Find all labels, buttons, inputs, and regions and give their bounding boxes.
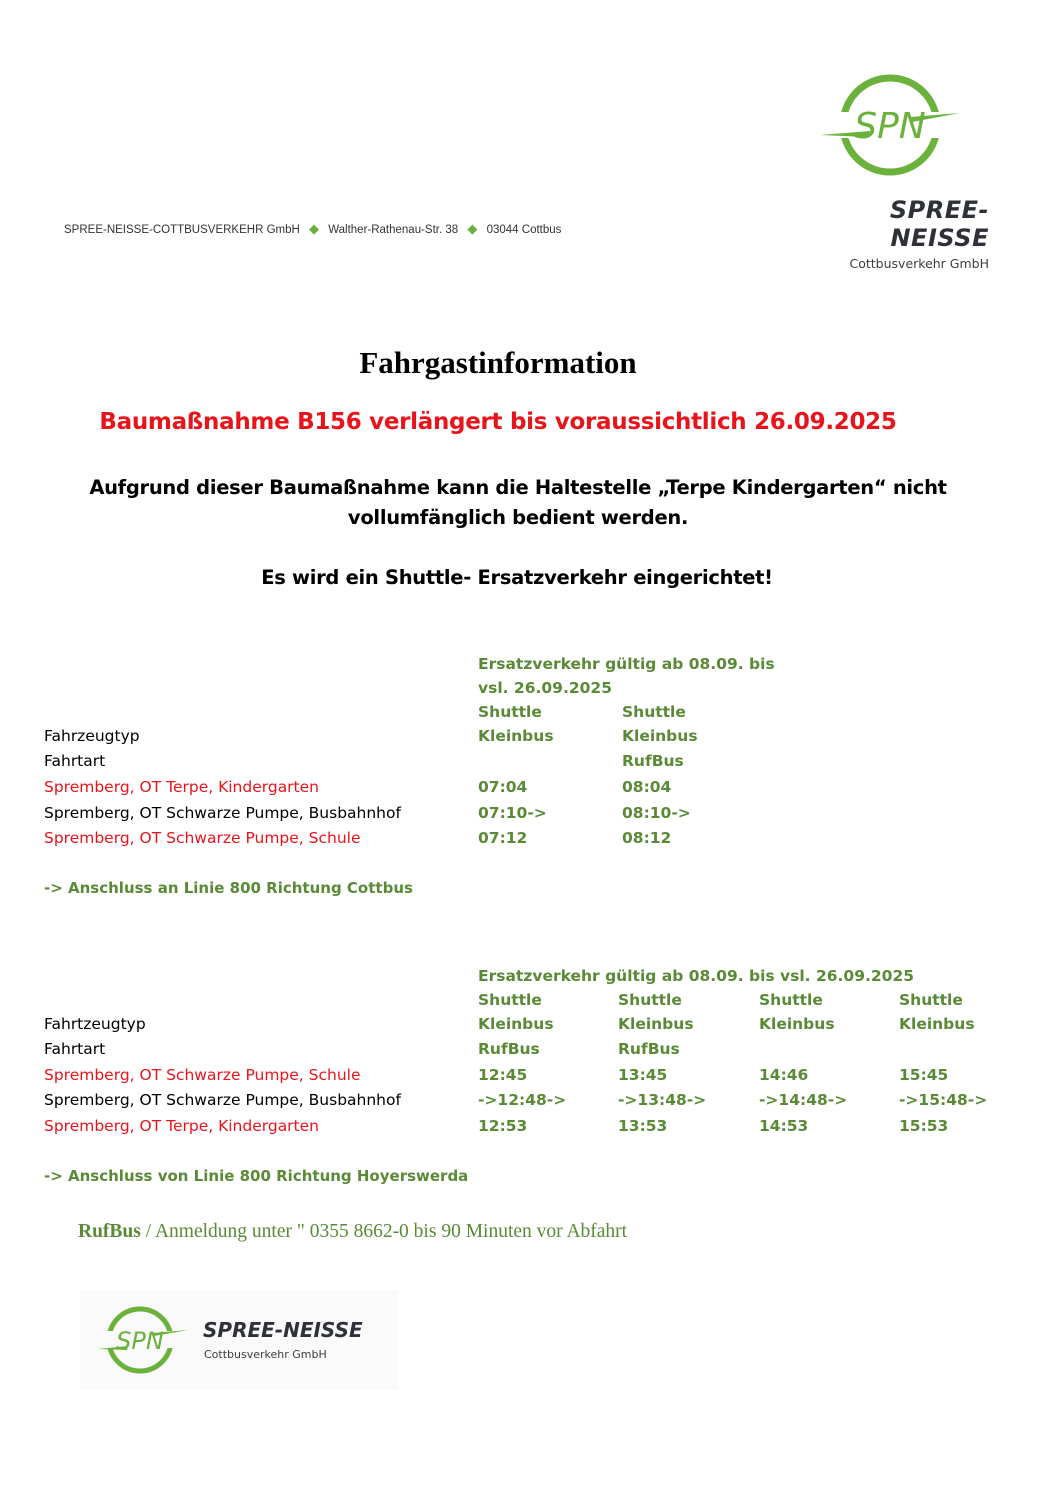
departure-time: 07:12 (478, 829, 528, 847)
service-type: Shuttle (618, 991, 682, 1009)
svg-text:Cottbusverkehr GmbH: Cottbusverkehr GmbH (204, 1348, 327, 1361)
validity-header: Ersatzverkehr gültig ab 08.09. bis vsl. 26.09.2025 (478, 967, 915, 985)
spn-logo-icon (80, 1290, 398, 1390)
departure-time: 13:45 (618, 1066, 668, 1084)
service-type: Shuttle (759, 991, 823, 1009)
intro-line: vollumfänglich bedient werden. (347, 506, 689, 529)
connection-note: -> Anschluss an Linie 800 Richtung Cottbus (44, 879, 413, 897)
stop-name: Spremberg, OT Terpe, Kindergarten (44, 1117, 319, 1135)
connection-note: -> Anschluss von Linie 800 Richtung Hoyerswerda (44, 1167, 469, 1185)
trip-mode: RufBus (618, 1040, 680, 1058)
validity-header: Ersatzverkehr gültig ab 08.09. bis (478, 655, 775, 673)
construction-notice: Baumaßnahme B156 verlängert bis voraussichtlich 26.09.2025 (99, 409, 897, 435)
service-type: Shuttle (899, 991, 963, 1009)
svg-text:SPN: SPN (116, 1327, 164, 1355)
validity-header: vsl. 26.09.2025 (478, 679, 612, 697)
intro-text (60, 473, 976, 533)
row-label-mode: Fahrtart (44, 1040, 106, 1058)
trip-mode: RufBus (478, 1040, 540, 1058)
spn-logo (810, 70, 970, 180)
stop-name: Spremberg, OT Terpe, Kindergarten (44, 778, 319, 796)
service-type: Shuttle (478, 703, 542, 721)
sender-city: 03044 Cottbus (486, 224, 562, 236)
page-title: Fahrgastinformation (359, 345, 637, 380)
departure-time: ->12:48-> (478, 1091, 567, 1109)
departure-time: ->15:48-> (899, 1091, 988, 1109)
departure-time: ->13:48-> (618, 1091, 707, 1109)
sender-street: Walther-Rathenau-Str. 38 (328, 224, 459, 236)
stop-name: Spremberg, OT Schwarze Pumpe, Busbahnhof (44, 804, 401, 822)
departure-time: 08:12 (622, 829, 672, 847)
rufbus-separator: / (140, 1221, 155, 1242)
row-label-vehicle: Fahrtzeugtyp (44, 1015, 146, 1033)
departure-time: 14:46 (759, 1066, 809, 1084)
departure-time: 08:10-> (622, 804, 691, 822)
row-label-vehicle: Fahrzeugtyp (44, 727, 140, 745)
departure-time: 12:45 (478, 1066, 528, 1084)
sender-company: SPREE-NEISSE-COTTBUSVERKEHR GmbH (64, 224, 300, 236)
trip-mode: RufBus (622, 752, 684, 770)
departure-time: 07:04 (478, 778, 528, 796)
spn-logo-icon (810, 70, 970, 180)
departure-time: 12:53 (478, 1117, 528, 1135)
vehicle-type: Kleinbus (478, 727, 554, 745)
brand-subtitle: Cottbusverkehr GmbH (849, 256, 989, 271)
departure-time: 14:53 (759, 1117, 809, 1135)
vehicle-type: Kleinbus (622, 727, 698, 745)
stop-name: Spremberg, OT Schwarze Pumpe, Busbahnhof (44, 1091, 401, 1109)
diamond-icon: ◆ (467, 221, 478, 236)
vehicle-type: Kleinbus (618, 1015, 694, 1033)
departure-time: 07:10-> (478, 804, 547, 822)
departure-time: 08:04 (622, 778, 672, 796)
svg-text:SPN: SPN (854, 106, 926, 147)
shuttle-announcement: Es wird ein Shuttle- Ersatzverkehr eingerichtet! (261, 566, 773, 589)
service-type: Shuttle (622, 703, 686, 721)
vehicle-type: Kleinbus (899, 1015, 975, 1033)
intro-line: Aufgrund dieser Baumaßnahme kann die Haltestelle „Terpe Kindergarten“ nicht (89, 476, 947, 499)
departure-time: ->14:48-> (759, 1091, 848, 1109)
brand-name: SPREE-NEISSE (889, 196, 989, 252)
sender-address (64, 221, 561, 237)
rufbus-text: Anmeldung unter " 0355 8662-0 bis 90 Minuten vor Abfahrt (154, 1221, 628, 1242)
service-type: Shuttle (478, 991, 542, 1009)
brand-block (794, 196, 989, 271)
vehicle-type: Kleinbus (759, 1015, 835, 1033)
departure-time: 15:53 (899, 1117, 949, 1135)
footer-logo (80, 1290, 398, 1390)
stop-name: Spremberg, OT Schwarze Pumpe, Schule (44, 1066, 361, 1084)
row-label-mode: Fahrtart (44, 752, 106, 770)
rufbus-label: RufBus (78, 1221, 141, 1242)
departure-time: 13:53 (618, 1117, 668, 1135)
rufbus-info (78, 1221, 627, 1243)
stop-name: Spremberg, OT Schwarze Pumpe, Schule (44, 829, 361, 847)
departure-time: 15:45 (899, 1066, 949, 1084)
diamond-icon: ◆ (309, 221, 319, 236)
svg-text:SPREE-NEISSE: SPREE-NEISSE (203, 1318, 363, 1342)
vehicle-type: Kleinbus (478, 1015, 554, 1033)
